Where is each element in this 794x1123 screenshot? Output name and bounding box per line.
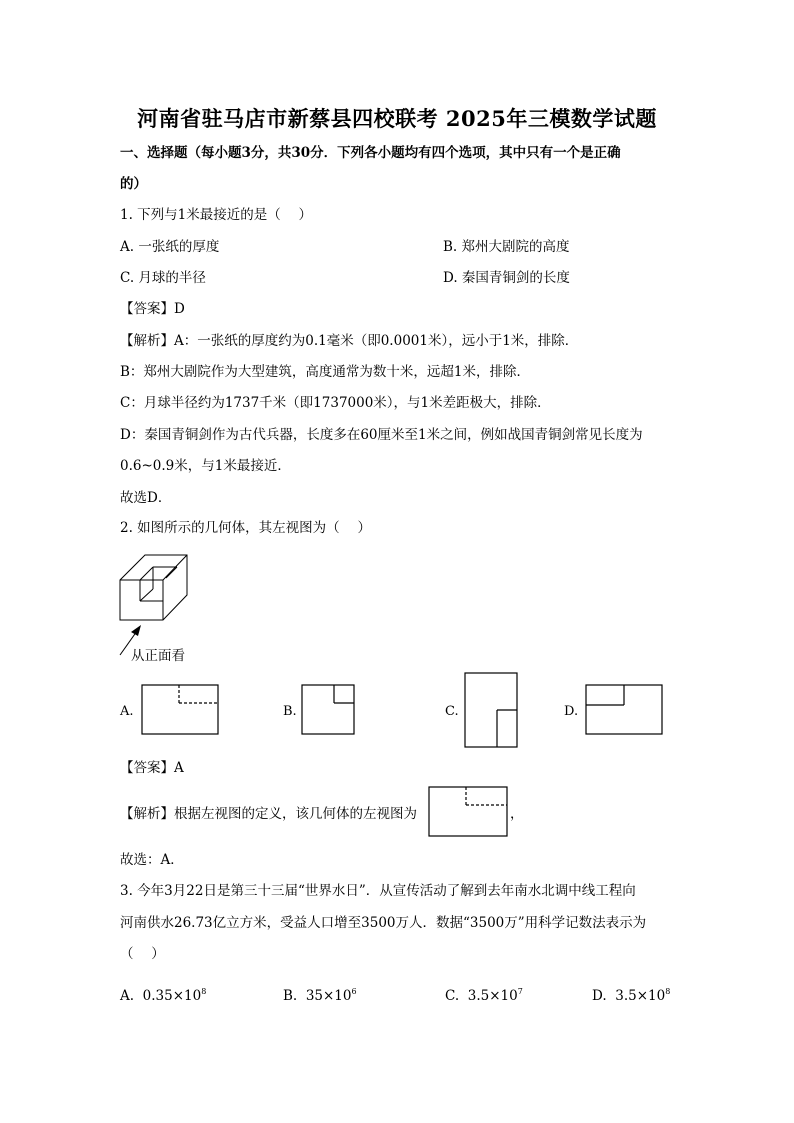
page-title: 河南省驻马店市新蔡县四校联考 2025年三模数学试题 <box>137 106 657 131</box>
section-heading: 一、选择题（每小题3分，共30分．下列各小题均有四个选项，其中只有一个是正确 <box>120 145 621 161</box>
q3-option-b[interactable] <box>283 982 357 1006</box>
q3-option-a-base: 0.35×10 <box>142 988 202 1004</box>
q2-option-c-figure[interactable] <box>464 672 520 750</box>
q2-explanation: 【解析】根据左视图的定义，该几何体的左视图为 <box>120 806 417 822</box>
q2-explanation-tail: ， <box>510 806 524 822</box>
q2-option-d-label[interactable]: D. <box>564 704 579 719</box>
q1-option-a: A. 一张纸的厚度 <box>120 239 220 255</box>
q2-option-d-figure[interactable] <box>585 684 665 736</box>
q3-stem-line2: 河南供水26.73亿立方米，受益人口增至3500万人．数据“3500万”用科学记数法表示为 <box>120 915 647 931</box>
q1-answer: 【答案】D <box>120 301 185 317</box>
q3-option-a-label: A. <box>120 988 135 1004</box>
q1-explanation-d-cont: 0.6~0.9米，与1米最接近． <box>120 458 291 474</box>
q3-option-b-base: 35×10 <box>305 988 352 1004</box>
q2-answer: 【答案】A <box>120 760 184 776</box>
q3-option-c-base: 3.5×10 <box>467 988 518 1004</box>
q3-option-d-label: D. <box>592 988 607 1004</box>
q3-option-a[interactable] <box>120 982 206 1006</box>
q1-explanation-a: 【解析】A：一张纸的厚度约为0.1毫米（即0.0001米），远小于1米，排除． <box>120 333 579 349</box>
q1-explanation-b: B：郑州大剧院作为大型建筑，高度通常为数十米，远超1米，排除． <box>120 364 531 380</box>
q3-option-b-label: B. <box>283 988 298 1004</box>
q3-option-c-exponent: 7 <box>517 987 523 996</box>
solid-figure <box>115 545 195 657</box>
q1-explanation-d: D：秦国青铜剑作为古代兵器，长度多在60厘米至1米之间，例如战国青铜剑常见长度为 <box>120 427 643 443</box>
q2-conclusion: 故选：A． <box>120 852 184 868</box>
q1-conclusion: 故选D． <box>120 490 172 506</box>
q3-option-c-label: C. <box>445 988 460 1004</box>
q1-stem: 1. 下列与1米最接近的是（ ） <box>120 207 313 223</box>
q1-explanation-c: C：月球半径约为1737千米（即1737000米），与1米差距极大，排除． <box>120 395 551 411</box>
q3-option-d-base: 3.5×10 <box>615 988 666 1004</box>
q1-option-c: C. 月球的半径 <box>120 270 206 286</box>
q2-explanation-figure <box>428 786 510 838</box>
q2-option-b-figure[interactable] <box>301 684 357 736</box>
q3-stem-line1: 3. 今年3月22日是第三十三届“世界水日”．从宣传活动了解到去年南水北调中线工程向 <box>120 883 636 899</box>
q3-stem-line3: （ ） <box>120 946 165 962</box>
q2-option-a-label[interactable]: A. <box>120 704 134 719</box>
view-direction-label: 从正面看 <box>131 648 185 664</box>
q3-option-d[interactable] <box>592 982 670 1006</box>
q2-option-c-label[interactable]: C. <box>445 704 459 719</box>
q1-option-b: B. 郑州大剧院的高度 <box>443 239 570 255</box>
q1-option-d: D. 秦国青铜剑的长度 <box>443 270 570 286</box>
q3-option-a-exponent: 8 <box>201 987 207 996</box>
q2-option-a-figure[interactable] <box>141 684 221 736</box>
q2-stem: 2. 如图所示的几何体，其左视图为（ ） <box>120 520 371 536</box>
q2-option-b-label[interactable]: B. <box>283 704 297 719</box>
q3-option-b-exponent: 6 <box>351 987 357 996</box>
q3-option-c[interactable] <box>445 982 523 1006</box>
section-heading-cont: 的） <box>120 176 147 192</box>
q3-option-d-exponent: 8 <box>665 987 671 996</box>
